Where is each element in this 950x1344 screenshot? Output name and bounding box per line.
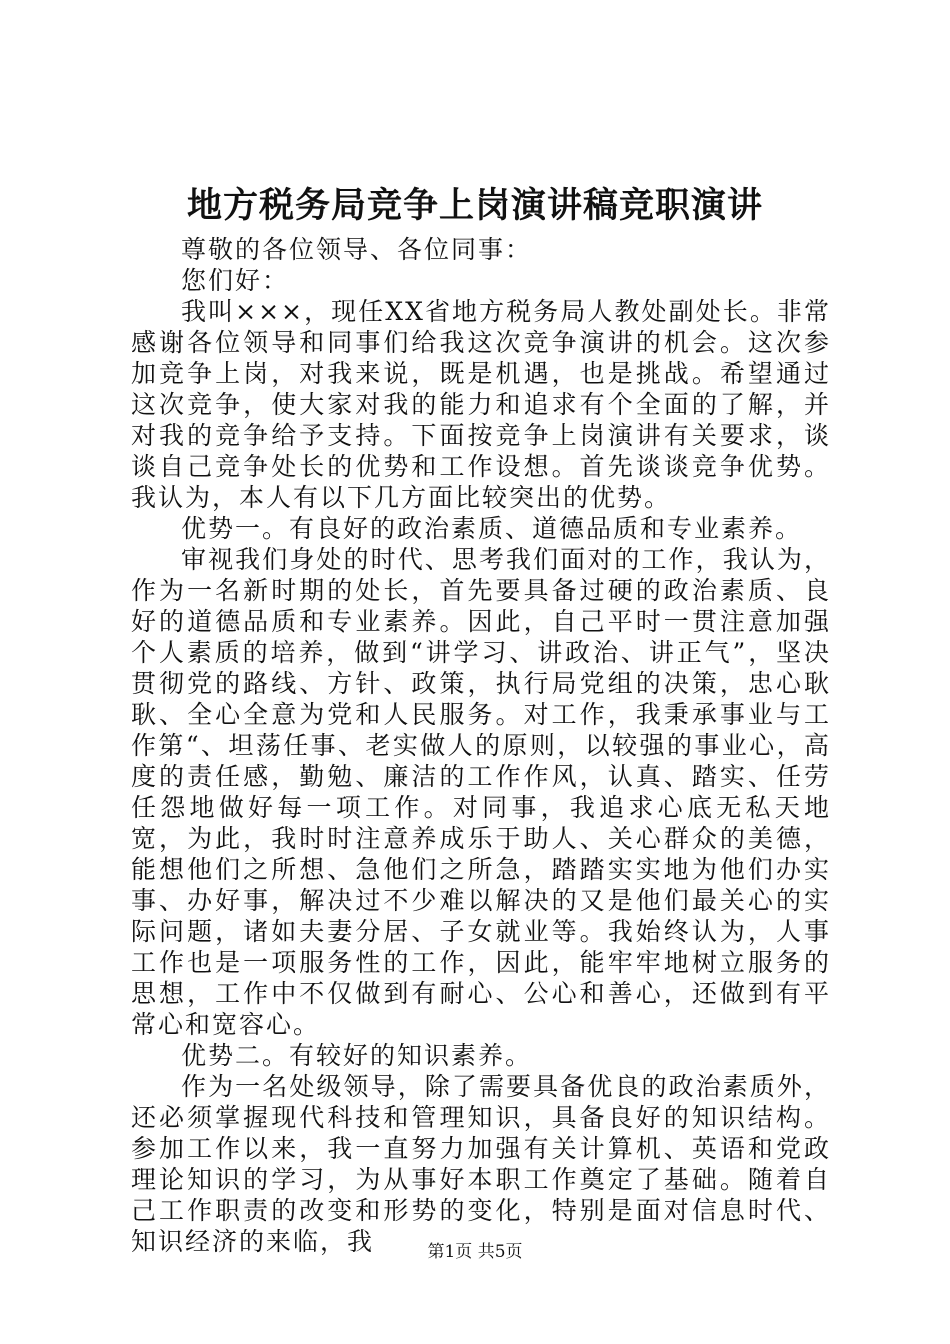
- page-number: 第1页 共5页: [427, 1242, 523, 1262]
- document-title: 地方税务局竞争上岗演讲稿竞职演讲: [186, 185, 763, 226]
- document-body: [131, 234, 831, 1257]
- paragraph-advantage-one: 审视我们身处的时代、思考我们面对的工作，我认为，作为一名新时期的处长，首先要具备过硬的政治素质、良好的道德品质和专业素养。因此，自己平时一贯注意加强个人素质的培养，做到“讲学习、讲政治、讲正气”，坚决贯彻党的路线、方针、政策，执行局党组的决策，忠心耿耿、全心全意为党和人民服务。对工作，我秉承事业与工作第“、坦荡任事、老实做人的原则，以较强的事业心，高度的责任感，勤勉、廉洁的工作作风，认真、踏实、任劳任怨地做好每一项工作。对同事，我追求心底无私天地宽，为此，我时时注意养成乐于助人、关心群众的美德，能想他们之所想、急他们之所急，踏踏实实地为他们办实事、办好事，解决过不少难以解决的又是他们最关心的实际问题，诸如夫妻分居、子女就业等。我始终认为，人事工作也是一项服务性的工作，因此，能牢牢地树立服务的思想，工作中不仅做到有耐心、公心和善心，还做到有平常心和宽容心。: [131, 545, 831, 1039]
- paragraph-advantage-two: 作为一名处级领导，除了需要具备优良的政治素质外，还必须掌握现代科技和管理知识，具备良好的知识结构。参加工作以来，我一直努力加强有关计算机、英语和党政理论知识的学习，为从事好本职工作奠定了基础。随着自己工作职责的改变和形势的变化，特别是面对信息时代、知识经济的来临，我: [131, 1072, 831, 1256]
- heading-advantage-one: 优势一。有良好的政治素质、道德品质和专业素养。: [181, 514, 803, 543]
- paragraph-intro: 我叫×××，现任XX省地方税务局人教处副处长。非常感谢各位领导和同事们给我这次竞争演讲的机会。这次参加竞争上岗，对我来说，既是机遇，也是挑战。希望通过这次竞争，使大家对我的能力和追求有个全面的了解，并对我的竞争给予支持。下面按竞争上岗演讲有关要求，谈谈自己竞争处长的优势和工作设想。首先谈谈竞争优势。我认为，本人有以下几方面比较突出的优势。: [131, 297, 831, 512]
- greeting: 您们好：: [181, 266, 290, 295]
- heading-advantage-two: 优势二。有较好的知识素养。: [181, 1041, 533, 1070]
- salutation: 尊敬的各位领导、各位同事：: [181, 235, 533, 264]
